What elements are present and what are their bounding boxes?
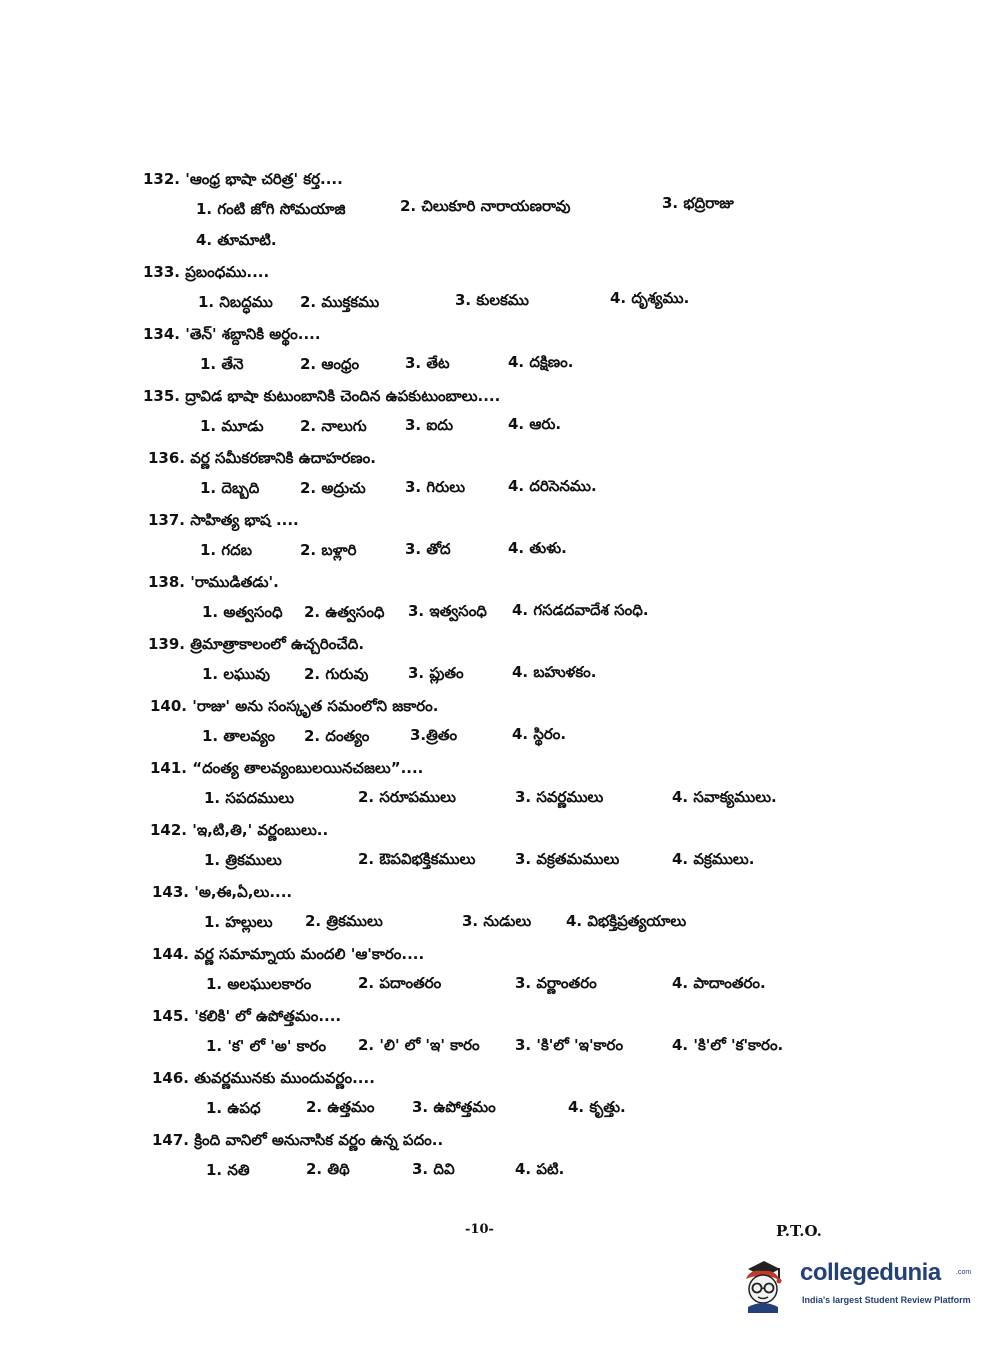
question-141: 141. “దంత్య తాలవ్యంబులయినచజలు”.... — [150, 759, 424, 777]
q146-option-4: 4. కృత్తు. — [568, 1098, 626, 1116]
logo-domain-suffix: .com — [956, 1269, 972, 1276]
collegedunia-logo[interactable] — [742, 1255, 982, 1315]
q138-option-1: 1. అత్వసంధి — [202, 603, 283, 621]
q132-option-3: 3. భద్రిరాజు — [662, 194, 734, 212]
q147-option-3: 3. దివి — [412, 1160, 455, 1178]
q144-option-1: 1. అలఘులకారం — [206, 975, 312, 993]
q141-option-3: 3. సవర్ణములు — [515, 788, 604, 806]
q137-option-4: 4. తుళు. — [508, 539, 567, 557]
q145-option-3: 3. 'కి'లో 'ఇ'కారం — [515, 1036, 624, 1054]
q142-option-1: 1. త్రికములు — [204, 851, 282, 869]
q134-option-1: 1. తేనె — [200, 355, 244, 373]
question-134: 134. 'తెన్' శబ్దానికి అర్థం.... — [143, 325, 321, 343]
question-145: 145. 'కలికి' లో ఉపోత్తమం.... — [152, 1007, 342, 1025]
q145-option-2: 2. 'లి' లో 'ఇ' కారం — [358, 1036, 480, 1054]
question-137: 137. సాహిత్య భాష .... — [148, 511, 299, 529]
question-132: 132. 'ఆంధ్ర భాషా చరిత్ర' కర్త.... — [143, 170, 343, 188]
q132-option-1: 1. గంటి జోగి సోమయాజి — [196, 200, 346, 218]
q140-option-4: 4. స్థిరం. — [512, 725, 567, 743]
mascot-icon — [742, 1255, 798, 1313]
q147-option-1: 1. నతి — [206, 1161, 250, 1179]
q138-option-2: 2. ఉత్వసంధి — [304, 603, 385, 621]
logo-tagline: India's largest Student Review Platform — [802, 1295, 971, 1305]
q143-option-3: 3. నుడులు — [462, 912, 532, 930]
q147-option-4: 4. పటి. — [515, 1160, 565, 1178]
question-142: 142. 'ఇ,టి,తి,' వర్ణంబులు.. — [150, 821, 329, 839]
question-146: 146. తువర్ణమునకు ముందువర్ణం.... — [152, 1069, 375, 1087]
question-144: 144. వర్ణ సమామ్నాయ మందలి 'ఆ'కారం.... — [152, 945, 425, 963]
q136-option-3: 3. గిరులు — [405, 478, 466, 496]
q134-option-4: 4. దక్షిణం. — [508, 353, 574, 371]
pto-label: P.T.O. — [776, 1222, 822, 1240]
q146-option-2: 2. ఉత్తమం — [306, 1098, 375, 1116]
q145-option-1: 1. 'క' లో 'అ' కారం — [206, 1037, 327, 1055]
q140-option-2: 2. దంత్యం — [304, 727, 370, 745]
q137-option-1: 1. గదబ — [200, 541, 252, 559]
logo-wordmark: collegedunia — [800, 1259, 941, 1286]
question-133: 133. ప్రబంధము.... — [143, 263, 270, 281]
q134-option-3: 3. తేట — [405, 354, 450, 372]
question-140: 140. 'రాజు' అను సంస్కృత సమంలోని జకారం. — [150, 697, 439, 715]
q144-option-2: 2. పదాంతరం — [358, 974, 442, 992]
q137-option-2: 2. బళ్లారి — [300, 541, 357, 559]
q133-option-4: 4. దృశ్యము. — [610, 289, 690, 307]
q143-option-4: 4. విభక్తిప్రత్యయాలు — [566, 912, 687, 930]
q135-option-3: 3. ఐదు — [405, 416, 454, 434]
q147-option-2: 2. తిథి — [306, 1160, 350, 1178]
q144-option-3: 3. వర్ణాంతరం — [515, 974, 597, 992]
question-135: 135. ద్రావిడ భాషా కుటుంబానికి చెందిన ఉపకుటుంబాలు.... — [143, 387, 501, 405]
q141-option-1: 1. సపదములు — [204, 789, 295, 807]
q139-option-3: 3. ప్లుతం — [408, 664, 464, 682]
q134-option-2: 2. ఆంధ్రం — [300, 355, 360, 373]
q136-option-4: 4. దరిసెనము. — [508, 477, 597, 495]
q143-option-2: 2. త్రికములు — [305, 912, 383, 930]
q132-option-4: 4. తూమాటి. — [196, 231, 277, 249]
q136-option-2: 2. అద్రుచు — [300, 479, 366, 497]
question-147: 147. క్రింది వానిలో అనునాసిక వర్ణం ఉన్న పదం.. — [152, 1131, 444, 1149]
q138-option-3: 3. ఇత్వసంధి — [408, 602, 487, 620]
q142-option-2: 2. ఔపవిభక్తికములు — [358, 850, 476, 868]
q133-option-2: 2. ముక్తకము — [300, 293, 380, 311]
q139-option-4: 4. బహుళకం. — [512, 663, 597, 681]
q141-option-2: 2. సరూపములు — [358, 788, 456, 806]
q133-option-3: 3. కులకము — [455, 291, 529, 309]
q135-option-1: 1. మూడు — [200, 417, 264, 435]
q146-option-3: 3. ఉపోత్తమం — [412, 1098, 496, 1116]
q143-option-1: 1. హల్లులు — [204, 913, 273, 931]
q138-option-4: 4. గసడదవాదేశ సంధి. — [512, 601, 649, 619]
page-number: -10- — [465, 1222, 494, 1237]
question-139: 139. త్రిమాత్రాకాలంలో ఉచ్చరించేది. — [148, 635, 365, 653]
q139-option-1: 1. లఘువు — [202, 665, 271, 683]
q141-option-4: 4. సవాక్యములు. — [672, 788, 777, 806]
q135-option-4: 4. ఆరు. — [508, 415, 562, 433]
q140-option-1: 1. తాలవ్యం — [202, 727, 276, 745]
q142-option-4: 4. వక్రములు. — [672, 850, 755, 868]
q132-option-2: 2. చిలుకూరి నారాయణరావు — [400, 197, 571, 215]
q136-option-1: 1. దెబ్బది — [200, 479, 260, 497]
q145-option-4: 4. 'కి'లో 'క'కారం. — [672, 1036, 784, 1054]
q140-option-3: 3.త్రితం — [410, 726, 458, 744]
question-138: 138. 'రాముడితడు'. — [148, 573, 279, 591]
question-143: 143. 'అ,ఈ,ఏ,లు.... — [152, 883, 293, 901]
q137-option-3: 3. తోద — [405, 540, 451, 558]
q146-option-1: 1. ఉపధ — [206, 1099, 261, 1117]
q139-option-2: 2. గురువు — [304, 665, 369, 683]
q133-option-1: 1. నిబద్ధము — [198, 293, 273, 311]
q144-option-4: 4. పాదాంతరం. — [672, 974, 766, 992]
q135-option-2: 2. నాలుగు — [300, 417, 367, 435]
q142-option-3: 3. వక్రతమములు — [515, 850, 620, 868]
question-136: 136. వర్ణ సమీకరణానికి ఉదాహరణం. — [148, 449, 376, 467]
